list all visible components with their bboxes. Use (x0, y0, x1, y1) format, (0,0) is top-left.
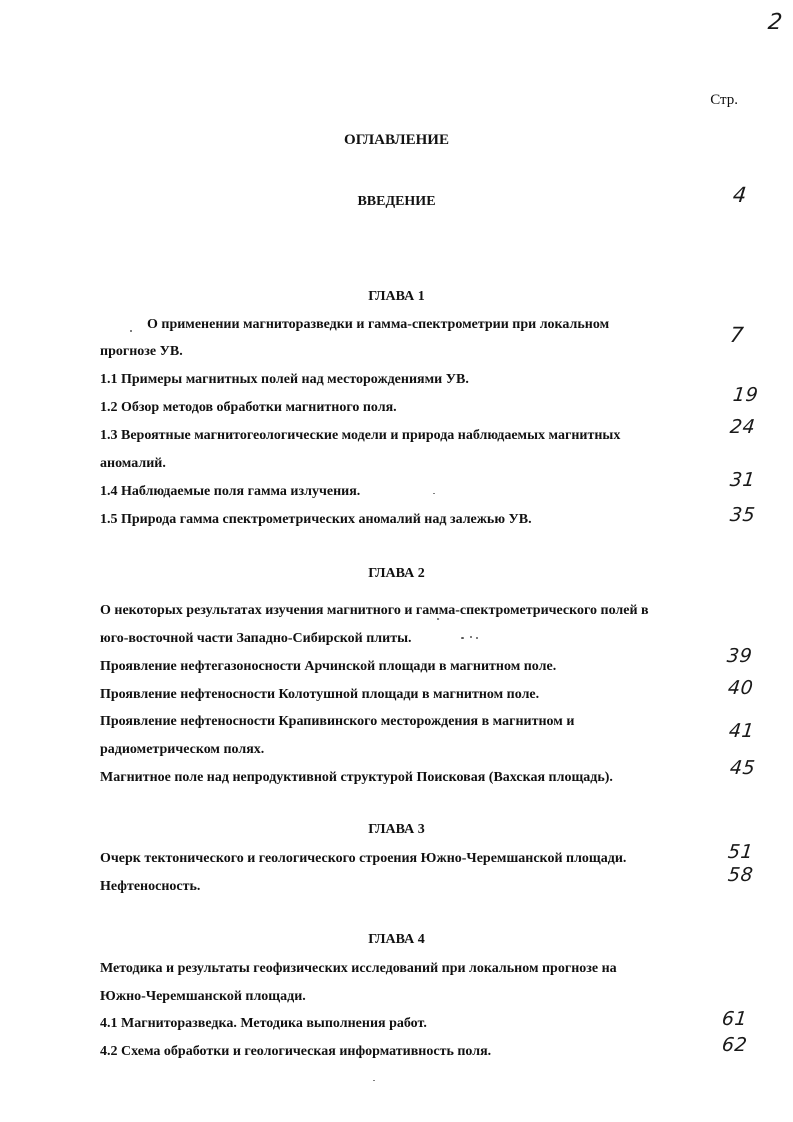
chapter1-item-1-1: 1.1 Примеры магнитных полей над месторождениями УВ. (100, 372, 469, 387)
chapter4-item-4-1-page: 61 (720, 1008, 749, 1030)
scan-speck (461, 637, 464, 639)
chapter2-title-line2: юго-восточной части Западно-Сибирской плиты. (100, 631, 412, 646)
chapter2-item-2-page: 40 (726, 677, 755, 699)
chapter4-item-4-2: 4.2 Схема обработки и геологическая информативность поля. (100, 1044, 492, 1059)
scan-speck (470, 636, 472, 638)
intro-page-number: 4 (731, 183, 749, 207)
toc-title: ОГЛАВЛЕНИЕ (344, 132, 449, 148)
intro-heading: ВВЕДЕНИЕ (357, 194, 436, 209)
chapter2-item-2: Проявление нефтеносности Колотушной площади в магнитном поле. (100, 687, 540, 702)
page-column-label: Стр. (710, 92, 738, 108)
chapter2-title-line1: О некоторых результатах изучения магнитного и гамма-спектрометрического полей в (100, 603, 649, 618)
chapter2-heading: ГЛАВА 2 (368, 566, 425, 581)
chapter2-item-3: Проявление нефтеносности Крапивинского месторождения в магнитном и (100, 714, 575, 729)
chapter1-title-line2: прогнозе УВ. (100, 344, 183, 359)
chapter1-item-1-4: 1.4 Наблюдаемые поля гамма излучения. (100, 484, 361, 499)
scan-speck (373, 1080, 375, 1081)
chapter2-item-1-page: 39 (725, 645, 754, 667)
scan-speck (433, 493, 435, 494)
chapter1-item-1-4-page: 31 (728, 469, 757, 491)
chapter1-item-1-3-page: 24 (728, 416, 757, 438)
chapter4-heading: ГЛАВА 4 (368, 932, 425, 947)
chapter1-title-page-number: 7 (728, 323, 746, 347)
chapter1-heading: ГЛАВА 1 (368, 289, 425, 304)
chapter1-item-1-3: 1.3 Вероятные магнитогеологические модели и природа наблюдаемых магнитных (100, 428, 621, 443)
scan-speck (130, 330, 132, 332)
chapter1-item-1-5: 1.5 Природа гамма спектрометрических аномалий над залежью УВ. (100, 512, 532, 527)
chapter4-item-4-1: 4.1 Магниторазведка. Методика выполнения работ. (100, 1016, 427, 1031)
chapter1-item-1-2-page: 19 (731, 384, 760, 406)
chapter2-item-4: Магнитное поле над непродуктивной структурой Поисковая (Вахская площадь). (100, 770, 613, 785)
chapter1-item-1-3-cont: аномалий. (100, 456, 166, 471)
chapter4-title-line2: Южно-Черемшанской площади. (100, 989, 306, 1004)
scan-speck (476, 637, 478, 639)
chapter4-title-line1: Методика и результаты геофизических исследований при локальном прогнозе на (100, 961, 617, 976)
chapter4-item-4-2-page: 62 (720, 1034, 749, 1056)
chapter3-item-1: Очерк тектонического и геологического строения Южно-Черемшанской площади. (100, 851, 627, 866)
chapter2-item-4-page: 45 (728, 757, 757, 779)
chapter1-title-line1: О применении магниторазведки и гамма-спектрометрии при локальном (147, 317, 610, 332)
chapter3-heading: ГЛАВА 3 (368, 822, 425, 837)
chapter3-item-2: Нефтеносность. (100, 879, 201, 894)
chapter1-item-1-5-page: 35 (728, 504, 757, 526)
scan-speck (437, 618, 439, 620)
chapter2-item-3-page: 41 (727, 720, 756, 742)
corner-page-mark: 2 (766, 10, 784, 35)
chapter3-item-2-page: 58 (726, 864, 755, 886)
chapter2-item-1: Проявление нефтегазоносности Арчинской площади в магнитном поле. (100, 659, 557, 674)
chapter1-item-1-2: 1.2 Обзор методов обработки магнитного поля. (100, 400, 397, 415)
chapter2-item-3-cont: радиометрическом полях. (100, 742, 265, 757)
chapter3-item-1-page: 51 (726, 841, 755, 863)
